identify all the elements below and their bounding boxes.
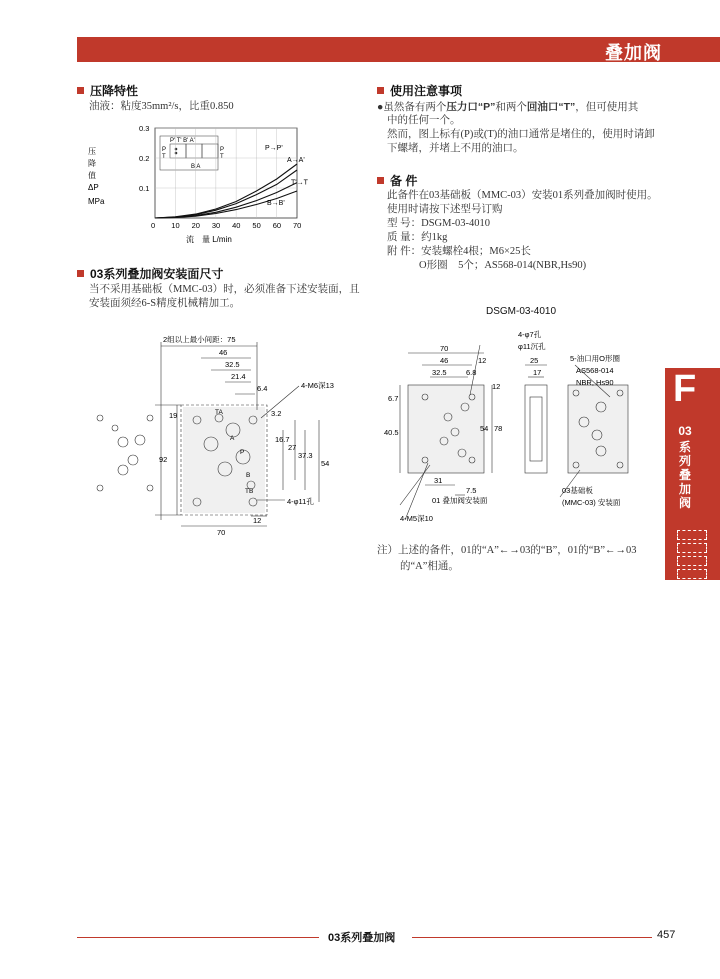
parts-line-2: 使用时请按下述型号订购 [387,204,503,215]
header-title: 叠加阀 [605,43,662,63]
label-m5: 4-M5深10 [400,514,433,523]
oring-spec-1: AS568-014 [576,366,614,375]
port-tb: TB [245,488,254,495]
chart-series-label: P→P' [265,145,283,152]
chart-ylabel-3: 值 [88,171,96,180]
dim-6-8: 6.8 [466,368,477,377]
chart-x-tick: 0 [151,221,156,230]
dim-54: 54 [480,424,489,433]
dim-46: 46 [219,348,228,357]
footer-rule-left [77,937,319,938]
footer-rule-right [412,937,652,938]
dsgm-diagram [370,325,660,530]
tab-text: 系列叠加阀 [678,440,691,510]
chart-x-tick: 10 [171,221,180,230]
label-01-surface: 01 叠加阀安装面 [432,496,488,505]
port-ta: TA [215,409,223,416]
chart-series-label: T'→T [291,179,308,187]
dim-17: 17 [533,368,542,377]
chart-x-tick: 40 [232,221,241,230]
bullet-square-icon [77,87,84,94]
dim-counterbore-11: φ11沉孔 [518,342,546,351]
dim-27: 27 [288,443,297,452]
usage-line-4: 下螺堵，并堵上不用的油口。 [387,143,524,154]
chart-xlabel: 流 量 L/min [186,235,232,244]
dim-hole-11: 4-φ11孔 [287,497,314,506]
mounting-desc-1: 当不采用基础板（MMC-03）时，必须准备下述安装面，且 [89,284,360,295]
dim-92: 92 [159,455,168,464]
dim-21-4: 21.4 [231,372,246,381]
mounting-surface-diagram [85,330,360,545]
tab-letter: F [673,368,697,410]
pressure-drop-heading: 压降特性 [77,82,138,99]
oring-spec-2: NBR, Hs90 [576,378,614,387]
dim-25: 25 [530,356,539,365]
chart-series-label: A→A' [287,157,305,164]
chart-ylabel-2: 降 [88,159,96,168]
svg-text:B A: B A [191,164,201,170]
dim-70: 70 [440,344,449,353]
label-03-base: 03基础板 [562,486,593,495]
dim-6-4: 6.4 [257,384,268,393]
dim-31: 31 [434,476,443,485]
footer-title: 03系列叠加阀 [328,932,396,944]
port-b: B [246,472,251,479]
oring-label: 5-油口用O形圈 [570,354,621,363]
dim-12-v: 12 [492,382,501,391]
svg-text:P: P [220,147,225,153]
chart-x-tick: 60 [272,221,282,230]
chart-ylabel-1: 压 [88,147,96,156]
dim-16-7: 16.7 [275,435,290,444]
dim-min-spacing: 2组以上最小间距：75 [163,335,236,344]
dim-3-2: 3.2 [271,409,282,418]
mounting-heading: 03系列叠加阀安装面尺寸 [77,265,223,282]
tab-series: 03 [678,424,692,438]
svg-text:T: T [220,154,224,160]
tab-valve-icon [677,530,707,582]
parts-line-3: 型 号：DSGM-03-4010 [387,218,490,229]
dim-78: 78 [494,424,503,433]
dim-12: 12 [478,356,487,365]
chart-x-tick: 20 [191,221,200,230]
parts-line-4: 质 量：约1kg [387,232,448,243]
oil-note: 油液：粘度35mm²/s，比重0.850 [89,101,234,112]
svg-text:P: P [162,147,167,153]
chart-y-tick: 0.2 [139,154,150,163]
parts-line-5: 附 件：安装螺栓4根；M6×25长 [387,246,531,257]
chart-y-tick: 0.1 [139,184,150,193]
chart-x-tick: 50 [252,221,261,230]
chart-ylabel-4: ΔP [88,183,99,192]
chart-series-labels [265,145,309,207]
chart-y-ticks [139,124,149,193]
chart-series-label: B→B' [267,200,285,207]
page-number: 457 [657,929,676,941]
dim-54: 54 [321,459,330,468]
parts-line-6: O形圈 5个；AS568-014(NBR,Hs90) [419,260,587,271]
dim-70: 70 [217,528,226,537]
dim-32-5: 32.5 [432,368,447,377]
bullet-square-icon [77,270,84,277]
usage-line-1: ●虽然备有两个压力口“P”和两个回油口“T”，但可使用其 [377,101,639,113]
dim-6-7: 6.7 [388,394,399,403]
dim-37-3: 37.3 [298,451,313,460]
dim-7-5: 7.5 [466,486,477,495]
dim-12: 12 [253,516,262,525]
dim-hole-7: 4-φ7孔 [518,330,542,339]
label-03-surface: (MMC-03) 安装面 [562,498,621,507]
dim-32-5: 32.5 [225,360,240,369]
chart-x-tick: 30 [211,221,221,230]
usage-line-3: 然而，图上标有(P)或(T)的油口通常是堵住的，使用时请卸 [387,129,655,140]
svg-text:P' T' B' A': P' T' B' A' [170,138,195,144]
chart-x-ticks [151,221,301,230]
bullet-square-icon [377,177,384,184]
bullet-square-icon [377,87,384,94]
chart-ylabel-5: MPa [88,197,105,206]
usage-heading: 使用注意事项 [377,82,462,99]
header-banner [77,37,720,62]
dim-40-5: 40.5 [384,428,399,437]
dim-hole-m6: 4-M6深13 [301,381,334,390]
dim-46: 46 [440,356,449,365]
dim-19: 19 [169,411,178,420]
note-line-2: 的“A”相通。 [400,561,459,572]
mounting-desc-2: 安装面须经6-S精度机械精加工。 [89,298,241,309]
chart-y-tick: 0.3 [139,124,150,133]
usage-line-2: 中的任何一个。 [387,115,461,126]
pressure-drop-chart [84,118,324,248]
dsgm-title: DSGM-03-4010 [486,306,557,317]
chart-series-line [155,170,297,218]
parts-line-1: 此备件在03基础板（MMC-03）安装01系列叠加阀时使用。 [387,190,658,201]
note-line-1: 注）上述的备件，01的“A”←→03的“B”，01的“B”←→03 [377,545,637,556]
chart-series [155,164,297,218]
section-side-tab [665,368,720,580]
port-p: P [240,449,245,456]
chart-x-tick: 70 [293,221,302,230]
parts-heading: 备 件 [377,172,417,189]
port-a: A [230,435,235,442]
svg-text:T: T [162,154,166,160]
